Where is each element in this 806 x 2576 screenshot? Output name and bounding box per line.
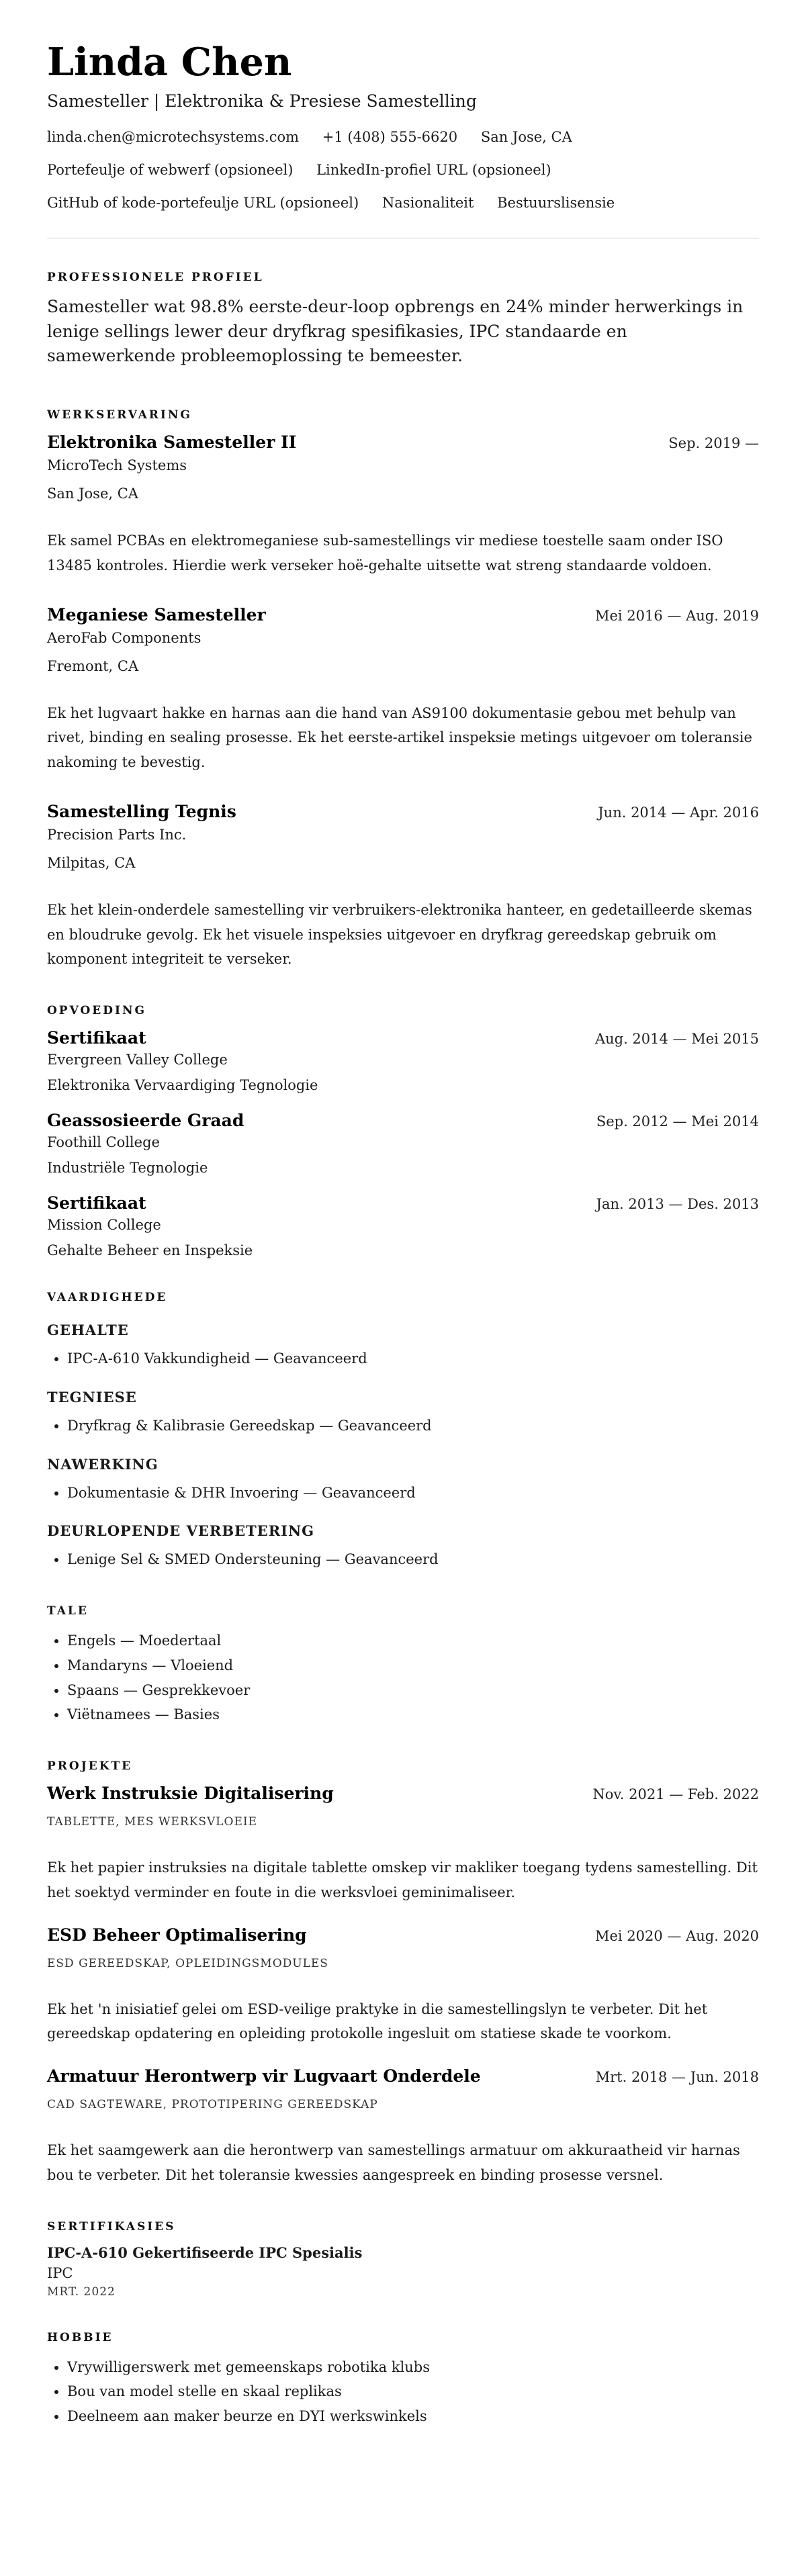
project-entry	[47, 1784, 759, 1905]
section-title-languages: TALE	[47, 1604, 89, 1618]
school-name: Evergreen Valley College	[47, 1052, 228, 1068]
job-date: Jun. 2014 — Apr. 2016	[598, 804, 759, 821]
skill-list	[47, 1414, 759, 1438]
project-title: Armatuur Herontwerp vir Lugvaart Onderdele	[47, 2066, 481, 2086]
skill-list	[47, 1346, 759, 1371]
project-description: Ek het saamgewerk aan die herontwerp van samestellings armatuur om akkuraatheid vir harnas bou te verbeter. Dit het toleransie kwessies aangespreek en binding prosesse versnel.	[47, 2142, 740, 2183]
projects-section	[47, 1759, 759, 2188]
section-title-skills: VAARDIGHEDE	[47, 1291, 168, 1305]
education-entry	[47, 1111, 759, 1176]
job-title: Meganiese Samesteller	[47, 604, 266, 625]
project-title: Werk Instruksie Digitalisering	[47, 1784, 334, 1804]
certification-entry	[47, 2244, 759, 2299]
job-date: Mei 2016 — Aug. 2019	[594, 607, 759, 624]
job-title: Elektronika Samesteller II	[47, 432, 297, 453]
job-location: Milpitas, CA	[47, 854, 136, 871]
contact-linkedin: LinkedIn-profiel URL (opsioneel)	[316, 161, 551, 178]
degree-title: Sertifikaat	[47, 1028, 146, 1048]
language-item: • Mandaryns — Vloeiend	[67, 1653, 759, 1678]
section-title-projects: PROJEKTE	[47, 1759, 133, 1774]
degree-title: Sertifikaat	[47, 1193, 146, 1213]
contact-row-3	[47, 194, 759, 212]
skill-item: • IPC-A-610 Vakkundigheid — Geavanceerd	[67, 1346, 759, 1371]
skill-item: • Dokumentasie & DHR Invoering — Geavanceerd	[67, 1481, 759, 1506]
hobbies-section	[47, 2331, 759, 2429]
study-field: Elektronika Vervaardiging Tegnologie	[47, 1077, 318, 1094]
languages-section	[47, 1604, 759, 1727]
project-entry	[47, 1925, 759, 2047]
project-date: Mei 2020 — Aug. 2020	[594, 1927, 759, 1944]
section-title-certifications: SERTIFIKASIES	[47, 2219, 176, 2234]
certifications-section	[47, 2220, 759, 2299]
hobby-item: • Bou van model stelle en skaal replikas	[67, 2379, 759, 2404]
education-section	[47, 1004, 759, 1258]
work-entry	[47, 432, 759, 578]
language-item: • Viëtnamees — Basies	[67, 1702, 759, 1727]
skill-group-title: GEHALTE	[47, 1322, 129, 1339]
project-description: Ek het papier instruksies na digitale tablette omskep vir makliker toegang tydens samestelling. Dit het soektyd verminder en foute in die werksvloei geminimaliseer.	[47, 1859, 758, 1900]
contact-location: San Jose, CA	[480, 128, 572, 145]
section-title-work: WERKSERVARING	[47, 408, 192, 422]
education-date: Sep. 2012 — Mei 2014	[596, 1113, 759, 1130]
project-tags: ESD GEREEDSKAP, OPLEIDINGSMODULES	[47, 1956, 328, 1970]
certification-title: IPC-A-610 Gekertifiseerde IPC Spesialis	[47, 2244, 363, 2261]
project-date: Mrt. 2018 — Jun. 2018	[595, 2069, 759, 2086]
hobby-list	[47, 2355, 759, 2429]
profile-section	[47, 271, 759, 368]
job-date: Sep. 2019 —	[668, 435, 759, 452]
candidate-subtitle: Samesteller | Elektronika & Presiese Samestelling	[47, 91, 477, 111]
education-date: Jan. 2013 — Des. 2013	[596, 1196, 759, 1213]
job-description: Ek het lugvaart hakke en harnas aan die hand van AS9100 dokumentasie gebou met behulp van rivet, binding en sealing prosesse. Ek het eerste-artikel inspeksie metings uitgevoer om toleransie nakoming te bevestig.	[47, 704, 752, 771]
project-date: Nov. 2021 — Feb. 2022	[592, 1786, 759, 1803]
language-item: • Spaans — Gesprekkevoer	[67, 1678, 759, 1703]
project-title: ESD Beheer Optimalisering	[47, 1925, 307, 1945]
job-location: Fremont, CA	[47, 657, 139, 674]
certification-org: IPC	[47, 2264, 73, 2281]
job-title: Samestelling Tegnis	[47, 801, 236, 821]
skill-group-title: DEURLOPENDE VERBETERING	[47, 1522, 315, 1540]
education-date: Aug. 2014 — Mei 2015	[594, 1031, 759, 1048]
job-company: MicroTech Systems	[47, 457, 187, 474]
resume-header	[47, 40, 759, 212]
certification-date: MRT. 2022	[47, 2285, 116, 2299]
candidate-name: Linda Chen	[47, 40, 292, 85]
skill-item: • Lenige Sel & SMED Ondersteuning — Geavanceerd	[67, 1547, 759, 1572]
skills-section	[47, 1291, 759, 1572]
degree-title: Geassosieerde Graad	[47, 1111, 244, 1131]
project-entry	[47, 2066, 759, 2188]
hobby-item: • Deelneem aan maker beurze en DYI werkswinkels	[67, 2404, 759, 2429]
profile-summary: Samesteller wat 98.8% eerste-deur-loop opbrengs en 24% minder herwerkings in lenige sellings lewer deur dryfkrag spesifikasies, IPC standaarde en samewerkende probleemoplossing te bemeester.	[47, 297, 744, 365]
skill-list	[47, 1547, 759, 1572]
project-description: Ek het 'n inisiatief gelei om ESD-veilige praktyke in die samestellingslyn te verbeter. Dit het gereedskap opdatering en opleiding protokolle ingesluit om statiese skade te voorkom.	[47, 2000, 708, 2042]
study-field: Industriële Tegnologie	[47, 1160, 208, 1177]
language-item: • Engels — Moedertaal	[67, 1628, 759, 1653]
job-description: Ek het klein-onderdele samestelling vir verbruikers-elektronika hanteer, en gedetailleerde skemas en bloudruke gevolg. Ek het visuele inspeksies uitgevoer en dryfkrag gereedskap gebruik om komponent integriteit te verseker.	[47, 901, 752, 968]
job-description: Ek samel PCBAs en elektromeganiese sub-samestellings vir mediese toestelle saam onder ISO 13485 kontroles. Hierdie werk verseker hoë-gehalte uitsette wat streng standaarde voldoen.	[47, 533, 723, 573]
contact-portfolio: Portefeulje of webwerf (opsioneel)	[47, 161, 294, 178]
skill-group-title: TEGNIESE	[47, 1388, 137, 1406]
education-entry	[47, 1193, 759, 1258]
work-entry	[47, 802, 759, 972]
section-title-hobbies: HOBBIE	[47, 2330, 114, 2344]
contact-nationality: Nasionaliteit	[382, 195, 474, 212]
section-title-education: OPVOEDING	[47, 1004, 147, 1018]
job-location: San Jose, CA	[47, 486, 138, 502]
study-field: Gehalte Beheer en Inspeksie	[47, 1242, 253, 1259]
skill-item: • Dryfkrag & Kalibrasie Gereedskap — Geavanceerd	[67, 1414, 759, 1438]
education-entry	[47, 1028, 759, 1093]
school-name: Foothill College	[47, 1134, 160, 1151]
project-tags: TABLETTE, MES WERKSVLOEIE	[47, 1815, 258, 1829]
project-tags: CAD SAGTEWARE, PROTOTIPERING GEREEDSKAP	[47, 2098, 378, 2112]
contact-github: GitHub of kode-portefeulje URL (opsioneel)	[47, 195, 359, 212]
contact-row-1	[47, 128, 759, 146]
work-entry	[47, 605, 759, 775]
contact-row-2	[47, 161, 759, 179]
contact-email: linda.chen@microtechsystems.com	[47, 128, 300, 145]
school-name: Mission College	[47, 1217, 161, 1234]
job-company: AeroFab Components	[47, 629, 202, 646]
skill-list	[47, 1481, 759, 1506]
language-list	[47, 1628, 759, 1727]
section-title-profile: PROFESSIONELE PROFIEL	[47, 271, 264, 285]
contact-phone: +1 (408) 555-6620	[322, 128, 458, 145]
work-section	[47, 408, 759, 972]
contact-drivers-license: Bestuurslisensie	[497, 195, 615, 212]
hobby-item: • Vrywilligerswerk met gemeenskaps robotika klubs	[67, 2355, 759, 2380]
skill-group-title: NAWERKING	[47, 1455, 159, 1473]
job-company: Precision Parts Inc.	[47, 826, 187, 843]
